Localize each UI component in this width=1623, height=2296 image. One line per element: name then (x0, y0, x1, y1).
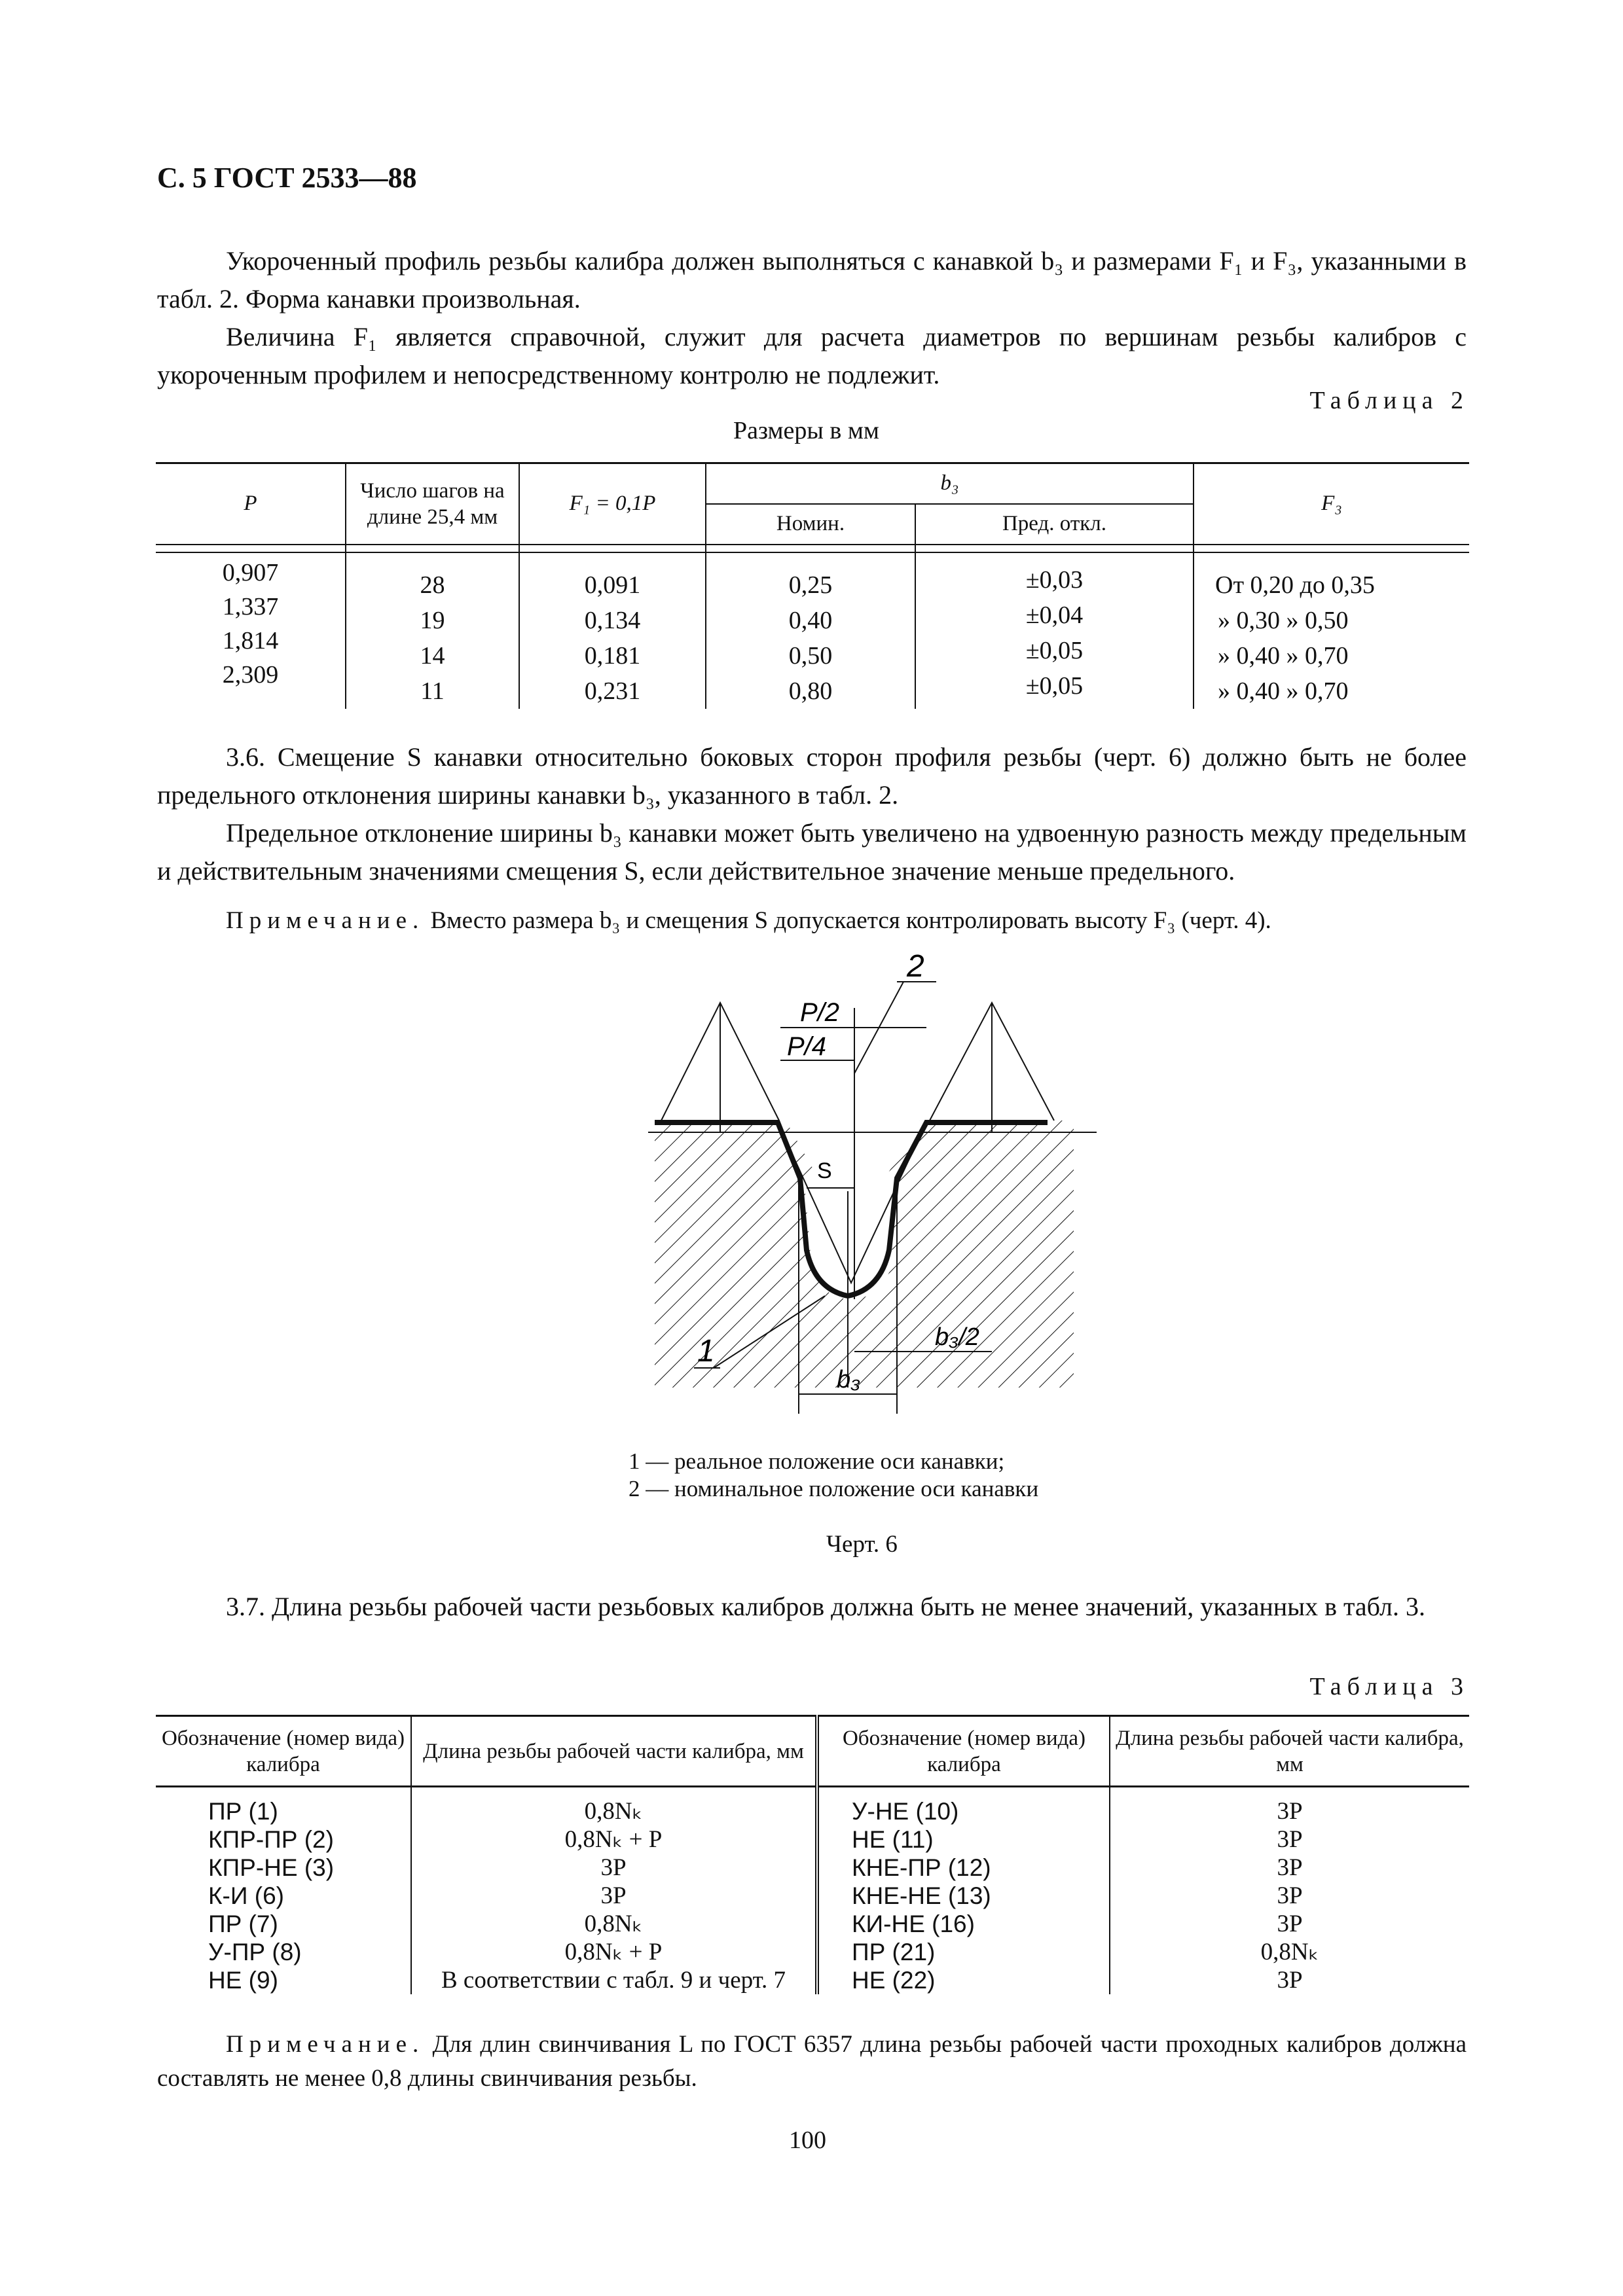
paragraph: 3.7. Длина резьбы рабочей части резьбовых калибров должна быть не менее значений, указанных в табл. 3. (226, 1592, 1425, 1621)
cell: 0,231 (584, 677, 641, 705)
cell: К-И (6) (208, 1882, 284, 1909)
col-names-right (817, 1797, 1110, 1994)
drawing-legend (629, 1448, 1038, 1503)
cell: НЕ (22) (852, 1966, 936, 1994)
cell: КИ-НЕ (16) (852, 1910, 975, 1937)
cell: 0,907 (222, 558, 279, 586)
drawing-caption: Черт. 6 (826, 1531, 898, 1558)
col-names-left (156, 1797, 411, 1994)
col-f1-values (519, 552, 706, 709)
col-steps-values (346, 552, 519, 709)
cell: ПР (21) (852, 1938, 936, 1965)
cell: 1,337 (222, 592, 279, 620)
col-p-values (156, 552, 346, 709)
cell: ПР (7) (208, 1910, 278, 1937)
note-1 (157, 902, 1467, 940)
legend-item: 2 — номинальное положение оси канавки (629, 1476, 1039, 1501)
col-f3-values (1194, 552, 1469, 709)
col-dev-values (915, 552, 1194, 709)
cell: НЕ (9) (208, 1966, 278, 1994)
cell: 0,134 (584, 606, 641, 634)
cell: » 0,40 » 0,70 (1218, 677, 1349, 705)
cell: ±0,03 (1025, 565, 1084, 594)
note-text: Вместо размера b₃ и смещения S допускается контролировать высоту F₃ (черт. 4). (430, 907, 1271, 934)
hdr-len-right: Длина резьбы рабочей части калибра, мм (1110, 1716, 1469, 1787)
hdr-name-right: Обозначение (номер вида) калибра (817, 1716, 1110, 1787)
cell: 0,50 (788, 641, 833, 670)
cell: 19 (420, 606, 445, 634)
cell: 0,8Nₖ (1260, 1938, 1319, 1965)
label-1: 1 (697, 1334, 715, 1369)
cell: ПР (1) (208, 1797, 278, 1825)
hdr-len-left: Длина резьбы рабочей части калибра, мм (411, 1716, 817, 1787)
cell: 3P (600, 1854, 627, 1881)
table2-caption: Таблица 2 (1309, 387, 1469, 414)
cell: 0,25 (788, 571, 833, 599)
cell: В соответствии с табл. 9 и черт. 7 (441, 1966, 786, 1994)
note-label: Примечание. (226, 2031, 425, 2058)
cell: НЕ (11) (852, 1825, 934, 1853)
page-number: 100 (789, 2126, 826, 2154)
drawing-6 (629, 942, 1113, 1440)
cell: 0,091 (584, 571, 641, 599)
label-b3: b₃ (837, 1366, 861, 1393)
label-b3-half: b₃/2 (935, 1323, 979, 1351)
cell: 0,8Nₖ (584, 1797, 643, 1825)
col-len-right (1110, 1797, 1469, 1994)
label-p4: P/4 (787, 1032, 827, 1061)
legend-item: 1 — реальное положение оси канавки; (629, 1448, 1005, 1474)
label-2: 2 (907, 949, 924, 984)
cell: 1,814 (222, 626, 279, 655)
cell: 0,8Nₖ (584, 1910, 643, 1937)
intro-paragraph: Величина F₁ является справочной, служит для расчета диаметров по вершинам резьбы калибров с укороченным профилем и непосредственному контролю не подлежит. (157, 322, 1467, 389)
cell: 2,309 (222, 660, 279, 689)
cell: КНЕ-НЕ (13) (852, 1882, 991, 1909)
label-s: S (817, 1158, 832, 1183)
cell: КНЕ-ПР (12) (852, 1854, 991, 1881)
cell: 3P (1277, 1882, 1303, 1909)
table-3 (156, 1715, 1469, 1994)
intro-paragraph: Укороченный профиль резьбы калибра должен выполняться с канавкой b₃ и размерами F₁ и F₃, указанными в табл. 2. Форма канавки произвольная. (157, 246, 1467, 314)
col-f1: F₁ = 0,1P (519, 463, 706, 545)
cell: У-ПР (8) (208, 1938, 302, 1965)
cell: » 0,40 » 0,70 (1218, 641, 1349, 670)
intro-text (157, 242, 1467, 394)
col-steps: Число шагов на длине 25,4 мм (346, 463, 519, 545)
col-nom: Номин. (706, 504, 915, 545)
section-3-6 (157, 738, 1467, 890)
cell: 14 (420, 641, 445, 670)
note-2 (157, 2028, 1467, 2096)
paragraph: Предельное отклонение ширины b₃ канавки может быть увеличено на удвоенную разность между предельным и действительным значениями смещения S, если действительное значение меньше предельного. (157, 818, 1467, 886)
col-b3: b₃ (706, 463, 1194, 504)
cell: 3P (600, 1882, 627, 1909)
cell: 0,181 (584, 641, 641, 670)
cell: 0,8Nₖ + P (564, 1825, 663, 1853)
hdr-name-left: Обозначение (номер вида) калибра (161, 1726, 405, 1776)
col-len-left (411, 1797, 817, 1994)
cell: 28 (420, 571, 445, 599)
cell: 3P (1277, 1966, 1303, 1994)
cell: 0,8Nₖ + P (564, 1938, 663, 1965)
cell: От 0,20 до 0,35 (1215, 571, 1375, 599)
section-3-7 (157, 1588, 1467, 1626)
cell: 3P (1277, 1910, 1303, 1937)
cell: ±0,04 (1025, 601, 1084, 629)
label-p2: P/2 (800, 998, 840, 1027)
cell: 0,80 (788, 677, 833, 705)
col-p: P (244, 492, 257, 516)
cell: КПР-НЕ (3) (208, 1854, 335, 1881)
cell: 3P (1277, 1825, 1303, 1853)
table-2 (156, 462, 1469, 709)
cell: » 0,30 » 0,50 (1218, 606, 1349, 634)
col-nom-values (706, 552, 915, 709)
cell: ±0,05 (1025, 636, 1084, 664)
table2-units: Размеры в мм (733, 417, 879, 444)
page-header: С. 5 ГОСТ 2533—88 (157, 162, 417, 194)
col-f3: F₃ (1194, 463, 1469, 545)
cell: 3P (1277, 1854, 1303, 1881)
note-label: Примечание. (226, 907, 425, 934)
cell: ±0,05 (1025, 672, 1084, 700)
col-dev: Пред. откл. (915, 504, 1194, 545)
cell: 11 (420, 677, 445, 705)
table3-caption: Таблица 3 (1309, 1673, 1469, 1700)
note-text: Для длин свинчивания L по ГОСТ 6357 длина резьбы рабочей части проходных калибров должна составлять не менее 0,8 длины свинчивания резьбы. (157, 2031, 1467, 2092)
cell: 3P (1277, 1797, 1303, 1825)
cell: У-НЕ (10) (852, 1797, 959, 1825)
paragraph: 3.6. Смещение S канавки относительно боковых сторон профиля резьбы (черт. 6) должно быть не более предельного отклонения ширины канавки b₃, указанного в табл. 2. (157, 742, 1467, 810)
cell: КПР-ПР (2) (208, 1825, 334, 1853)
cell: 0,40 (788, 606, 833, 634)
